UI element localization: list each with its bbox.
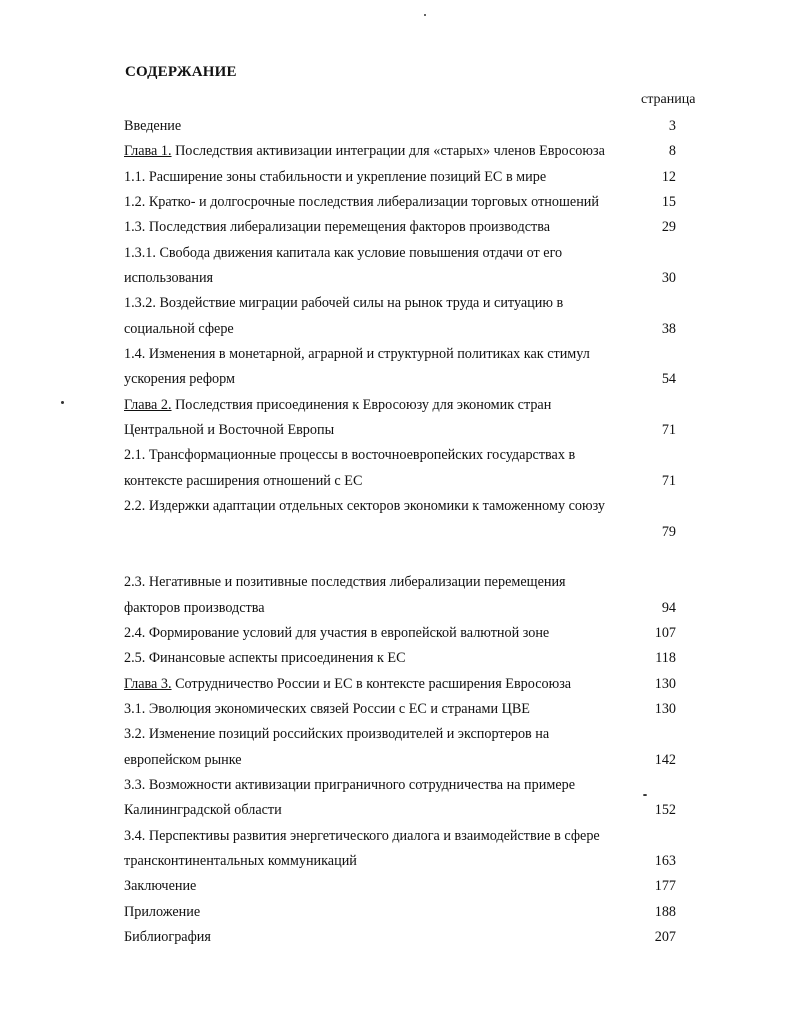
toc-line-text: трансконтинентальных коммуникаций (124, 852, 357, 869)
toc-entry-line (124, 570, 624, 595)
toc-entry-line (124, 165, 624, 190)
toc-entry-line (124, 900, 624, 925)
toc-entry-title (124, 570, 684, 621)
toc-entry-title (124, 925, 684, 950)
toc-entry-title (124, 900, 684, 925)
toc-line-text: 1.3.2. Воздействие миграции рабочей силы на рынок труда и ситуацию в (124, 295, 564, 312)
toc-entry-line (124, 849, 624, 874)
toc-page-number: 130 (654, 675, 676, 692)
toc-entry (124, 443, 684, 494)
toc-page-number: 188 (654, 903, 676, 920)
toc-page-number: 79 (661, 523, 676, 540)
toc-page-number: 8 (668, 143, 676, 160)
toc-entry (124, 900, 684, 925)
toc-entry-title (124, 190, 684, 215)
toc-entry-line (124, 367, 624, 392)
toc-page-number: 207 (654, 929, 676, 945)
toc-entry (124, 672, 684, 697)
toc-entry-line (124, 798, 624, 823)
toc-line-text: Заключение (124, 878, 197, 895)
toc-entry-line (124, 773, 624, 798)
toc-entry (124, 773, 684, 824)
toc-page-number: 38 (661, 320, 676, 337)
toc-entry-title (124, 621, 684, 646)
toc-entry-line (124, 139, 624, 164)
toc-entry-line (124, 672, 624, 697)
toc-entry-line (124, 114, 624, 139)
toc-page-number: 107 (654, 624, 676, 641)
toc-entry (124, 570, 684, 621)
toc-entry-line (124, 443, 624, 468)
toc-line-text: европейском рынке (124, 751, 242, 768)
toc-entry-line (124, 241, 624, 266)
toc-line-text: социальной сфере (124, 320, 234, 337)
toc-line-text: 3.1. Эволюция экономических связей России с ЕС и странами ЦВЕ (124, 700, 530, 717)
toc-line-text: 2.2. Издержки адаптации отдельных секторов экономики к таможенному союзу (124, 498, 605, 515)
toc-entry (124, 925, 684, 950)
toc-line-text: 3.4. Перспективы развития энергетического диалога и взаимодействие в сфере (124, 827, 600, 844)
toc-entry-title (124, 697, 684, 722)
toc-entry-line (124, 621, 624, 646)
toc-entry-line (124, 317, 624, 342)
toc-entry-title (124, 165, 684, 190)
toc-line-text: Последствия присоединения к Евросоюзу для экономик стран (171, 396, 552, 413)
toc-entry-title (124, 672, 684, 697)
toc-page-number: 142 (654, 751, 676, 768)
toc-entry-line (124, 646, 624, 671)
chapter-label: Глава 2. (124, 396, 172, 413)
toc-entry (124, 114, 684, 139)
toc-page-number: 71 (661, 472, 676, 489)
toc-entry-title (124, 215, 684, 240)
toc-entry-title (124, 291, 684, 342)
toc-entry-title (124, 824, 684, 875)
toc-entry-line (124, 697, 624, 722)
toc-page-number: 94 (661, 599, 676, 616)
scan-speck (61, 401, 64, 404)
toc-entry (124, 874, 684, 899)
toc-entry-title (124, 494, 684, 570)
toc-line-text: Центральной и Восточной Европы (124, 422, 335, 439)
toc-page-number: 163 (654, 852, 676, 869)
toc-entry-line (124, 494, 624, 519)
toc-line-text: 3.2. Изменение позиций российских производителей и экспортеров на (124, 726, 550, 743)
toc-page-number: 118 (655, 650, 676, 667)
toc-page-number: 152 (654, 802, 676, 819)
toc-page-number: 71 (661, 422, 676, 439)
toc-entry-line (124, 469, 624, 494)
toc-line-text: 1.3. Последствия либерализации перемещения факторов производства (124, 219, 551, 236)
toc-entry-line (124, 266, 624, 291)
toc-line-text: Введение (124, 118, 182, 134)
toc-entry (124, 291, 684, 342)
toc-page-number: 3 (668, 118, 676, 134)
toc-entry-title (124, 342, 684, 393)
page-column-header: страница (641, 92, 695, 107)
toc-entry-line (124, 748, 624, 773)
toc-entry-title (124, 722, 684, 773)
toc-line-text: 3.3. Возможности активизации приграничного сотрудничества на примере (124, 776, 576, 793)
toc-line-text: Последствия активизации интеграции для «старых» членов Евросоюза (171, 143, 605, 160)
toc-page-number: 15 (661, 194, 676, 211)
toc-entry-line (124, 393, 624, 418)
table-of-contents (124, 114, 684, 950)
toc-entry-title (124, 773, 684, 824)
page-title: СОДЕРЖАНИЕ (125, 64, 237, 80)
toc-line-text: Приложение (124, 903, 201, 920)
chapter-label: Глава 1. (124, 143, 172, 160)
toc-entry-title (124, 393, 684, 444)
toc-page-number: 130 (654, 700, 676, 717)
toc-page-number: 177 (654, 878, 676, 895)
toc-line-text: 1.1. Расширение зоны стабильности и укрепление позиций ЕС в мире (124, 168, 547, 185)
toc-entry (124, 824, 684, 875)
toc-entry-line (124, 190, 624, 215)
toc-page-number: 54 (661, 371, 676, 388)
toc-entry-line (124, 291, 624, 316)
toc-line-text: 2.3. Негативные и позитивные последствия либерализации перемещения (124, 574, 566, 591)
toc-line-text: ускорения реформ (124, 371, 236, 388)
toc-entry-title (124, 241, 684, 292)
scan-speck (643, 794, 647, 796)
toc-entry (124, 342, 684, 393)
toc-entry-title (124, 114, 684, 139)
toc-page-number: 30 (661, 270, 676, 287)
toc-entry (124, 139, 684, 164)
toc-line-text: 1.3.1. Свобода движения капитала как условие повышения отдачи от его (124, 244, 563, 261)
chapter-label: Глава 3. (124, 675, 172, 692)
toc-entry (124, 646, 684, 671)
toc-entry (124, 494, 684, 570)
toc-page-number: 29 (661, 219, 676, 236)
toc-line-text: 1.4. Изменения в монетарной, аграрной и структурной политиках как стимул (124, 346, 590, 363)
toc-entry-title (124, 443, 684, 494)
toc-entry-line (124, 418, 624, 443)
toc-line-text: 2.5. Финансовые аспекты присоединения к ЕС (124, 650, 406, 667)
toc-entry-title (124, 139, 684, 164)
toc-entry (124, 215, 684, 240)
toc-line-text: Библиография (124, 929, 211, 945)
toc-entry (124, 165, 684, 190)
toc-entry (124, 190, 684, 215)
toc-entry (124, 697, 684, 722)
toc-entry (124, 393, 684, 444)
toc-entry (124, 241, 684, 292)
toc-line-text: 1.2. Кратко- и долгосрочные последствия либерализации торговых отношений (124, 194, 599, 211)
toc-entry-line (124, 925, 624, 950)
toc-line-text: использования (124, 270, 214, 287)
toc-page-number: 12 (661, 168, 676, 185)
toc-line-text: контексте расширения отношений с ЕС (124, 472, 363, 489)
toc-line-text: 2.1. Трансформационные процессы в восточноевропейских государствах в (124, 447, 576, 464)
toc-entry (124, 722, 684, 773)
toc-entry-line (124, 824, 624, 849)
toc-entry-line (124, 215, 624, 240)
toc-entry-line (124, 342, 624, 367)
toc-entry-title (124, 646, 684, 671)
scan-speck (424, 14, 426, 16)
toc-entry-line (124, 722, 624, 747)
toc-entry (124, 621, 684, 646)
toc-line-text: 2.4. Формирование условий для участия в европейской валютной зоне (124, 624, 550, 641)
toc-entry-title (124, 874, 684, 899)
toc-line-text: факторов производства (124, 599, 265, 616)
toc-entry-line (124, 874, 624, 899)
toc-line-text: Сотрудничество России и ЕС в контексте расширения Евросоюза (171, 675, 572, 692)
toc-line-text: Калининградской области (124, 802, 282, 819)
toc-entry-line (124, 596, 624, 621)
